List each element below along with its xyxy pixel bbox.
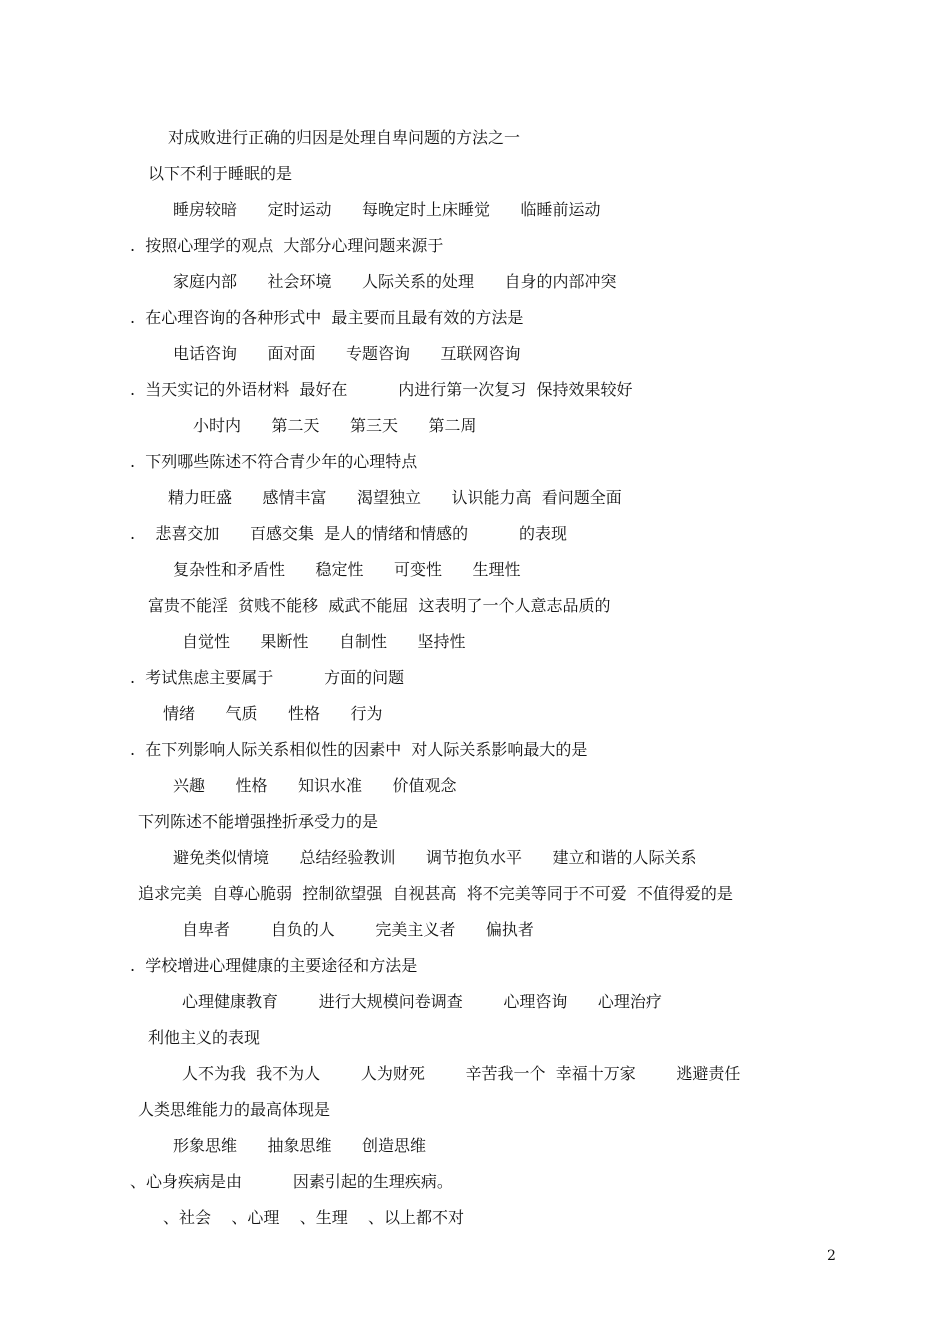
question-thinking: 人类思维能力的最高体现是 — [138, 1100, 331, 1119]
options-frustration: 避免类似情境 总结经验教训 调节抱负水平 建立和谐的人际关系 — [173, 848, 697, 867]
question-exam-anxiety: . 考试焦虑主要属于 方面的问题 — [130, 668, 405, 687]
options-emotion: 复杂性和矛盾性 稳定性 可变性 生理性 — [173, 560, 521, 579]
question-review-timing: . 当天实记的外语材料 最好在 内进行第一次复习 保持效果较好 — [130, 380, 633, 399]
options-psych-source: 家庭内部 社会环境 人际关系的处理 自身的内部冲突 — [173, 272, 617, 291]
options-sleep: 睡房较暗 定时运动 每晚定时上床睡觉 临睡前运动 — [173, 200, 601, 219]
question-frustration: 下列陈述不能增强挫折承受力的是 — [138, 812, 379, 831]
options-review-timing: 小时内 第二天 第三天 第二周 — [193, 416, 477, 435]
options-school-health: 心理健康教育 进行大规模问卷调查 心理咨询 心理治疗 — [182, 992, 662, 1011]
question-psychosomatic: 、心身疾病是由 因素引起的生理疾病。 — [130, 1172, 453, 1191]
question-sleep: 以下不利于睡眠的是 — [148, 164, 293, 183]
page-number: 2 — [827, 1248, 836, 1264]
options-perfection: 自卑者 自负的人 完美主义者 偏执者 — [182, 920, 534, 939]
question-similarity: . 在下列影响人际关系相似性的因素中 对人际关系影响最大的是 — [130, 740, 588, 759]
options-will: 自觉性 果断性 自制性 坚持性 — [182, 632, 466, 651]
question-emotion: . 悲喜交加 百感交集 是人的情绪和情感的 的表现 — [130, 524, 567, 543]
question-altruism: 利他主义的表现 — [148, 1028, 261, 1047]
question-counseling-form: . 在心理咨询的各种形式中 最主要而且最有效的方法是 — [130, 308, 524, 327]
options-altruism: 人不为我 我不为人 人为财死 辛苦我一个 幸福十万家 逃避责任 — [182, 1064, 741, 1083]
text-line-1: 对成败进行正确的归因是处理自卑问题的方法之一 — [168, 128, 521, 147]
question-perfection: 追求完美 自尊心脆弱 控制欲望强 自视甚高 将不完美等同于不可爱 不值得爱的是 — [138, 884, 733, 903]
options-counseling-form: 电话咨询 面对面 专题咨询 互联网咨询 — [173, 344, 521, 363]
options-psychosomatic: 、社会 、心理 、生理 、以上都不对 — [163, 1208, 465, 1227]
question-will: 富贵不能淫 贫贱不能移 威武不能屈 这表明了一个人意志品质的 — [148, 596, 611, 615]
options-teen-traits: 精力旺盛 感情丰富 渴望独立 认识能力高 看问题全面 — [168, 488, 622, 507]
options-similarity: 兴趣 性格 知识水准 价值观念 — [173, 776, 457, 795]
question-psych-source: . 按照心理学的观点 大部分心理问题来源于 — [130, 236, 444, 255]
options-thinking: 形象思维 抽象思维 创造思维 — [173, 1136, 427, 1155]
question-teen-traits: . 下列哪些陈述不符合青少年的心理特点 — [130, 452, 418, 471]
options-exam-anxiety: 情绪 气质 性格 行为 — [163, 704, 383, 723]
question-school-health: . 学校增进心理健康的主要途径和方法是 — [130, 956, 418, 975]
